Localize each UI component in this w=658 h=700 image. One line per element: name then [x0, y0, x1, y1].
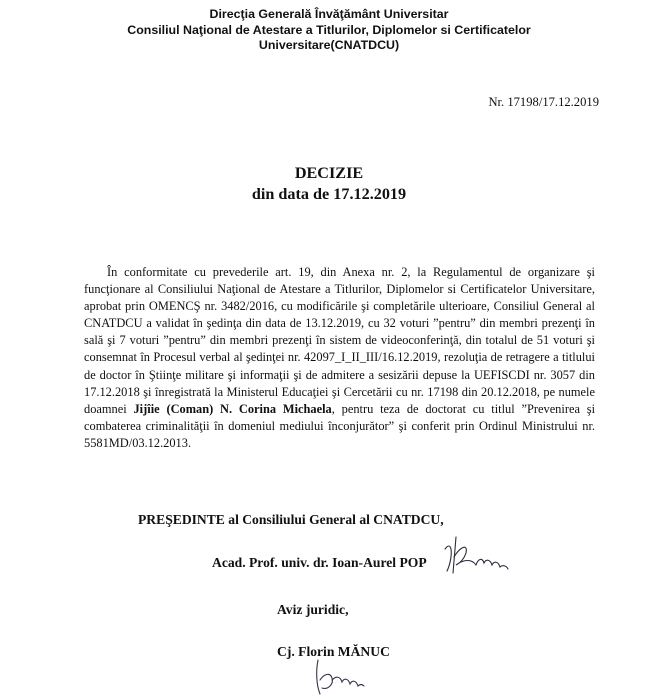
president-name: Acad. Prof. univ. dr. Ioan-Aurel POP [212, 555, 427, 570]
subject-name: Jijîie (Coman) N. Corina Michaela [133, 401, 332, 416]
body-part-1: În conformitate cu prevederile art. 19, din Anexa nr. 2, la Regulamentul de organizare şi funcţionare al Consiliului Naţional de Atestare a Titlurilor, Diplomelor si Certificatelor Universitare, aprobat prin OMENCŞ nr. 3482/2016, cu modificările şi completările ulterioare, Consiliul General al CNATDCU a validat în şedinţa din data de 13.12.2019, cu 32 voturi ”pentru” din membri prezenţi în sală şi 7 voturi ”pentru” din membri prezenţi în sistem de videoconferinţă, din totalul de 51 voturi şi consemnat în Procesul verbal al şedinţei nr. 42097_I_II_III/16.12.2019, rezoluţia de retragere a titlului de doctor în Ştiinţe militare şi informaţii şi de admitere a sesizării depuse la UEFISCDI nr. 3057 din 17.12.2018 şi înregistrată la Ministerul Educaţiei şi Cercetării cu nr. 17198 din 20.12.2018, pe numele doamnei [84, 265, 595, 416]
legal-advisor-name: Cj. Florin MĂNUC [277, 644, 390, 659]
issuer-department: Direcţia Generală Învăţământ Universitar [209, 7, 449, 21]
document-title [0, 163, 658, 205]
body-part-2: , pentru teza de doctorat cu titlul ”Prevenirea şi combaterea criminalităţii în domeniul mediului înconjurător” şi conferit prin Ordinul Ministrului nr. 5581MD/03.12.2013. [84, 401, 596, 450]
issuer-header [0, 7, 658, 54]
issuer-council-abbrev: Universitare(CNATDCU) [258, 38, 400, 52]
decision-body [84, 264, 595, 452]
legal-review-role: Aviz juridic, [277, 602, 349, 617]
president-role: PREŞEDINTE al Consiliului General al CNATDCU, [138, 512, 444, 527]
title-decision: DECIZIE [294, 164, 364, 182]
title-date: din data de 17.12.2019 [251, 185, 407, 203]
president-signature [442, 535, 512, 577]
legal-advisor-signature [312, 650, 366, 698]
registration-number: Nr. 17198/17.12.2019 [488, 95, 599, 109]
issuer-council: Consiliul Naţional de Atestare a Titlurilor, Diplomelor si Certificatelor [127, 22, 531, 37]
